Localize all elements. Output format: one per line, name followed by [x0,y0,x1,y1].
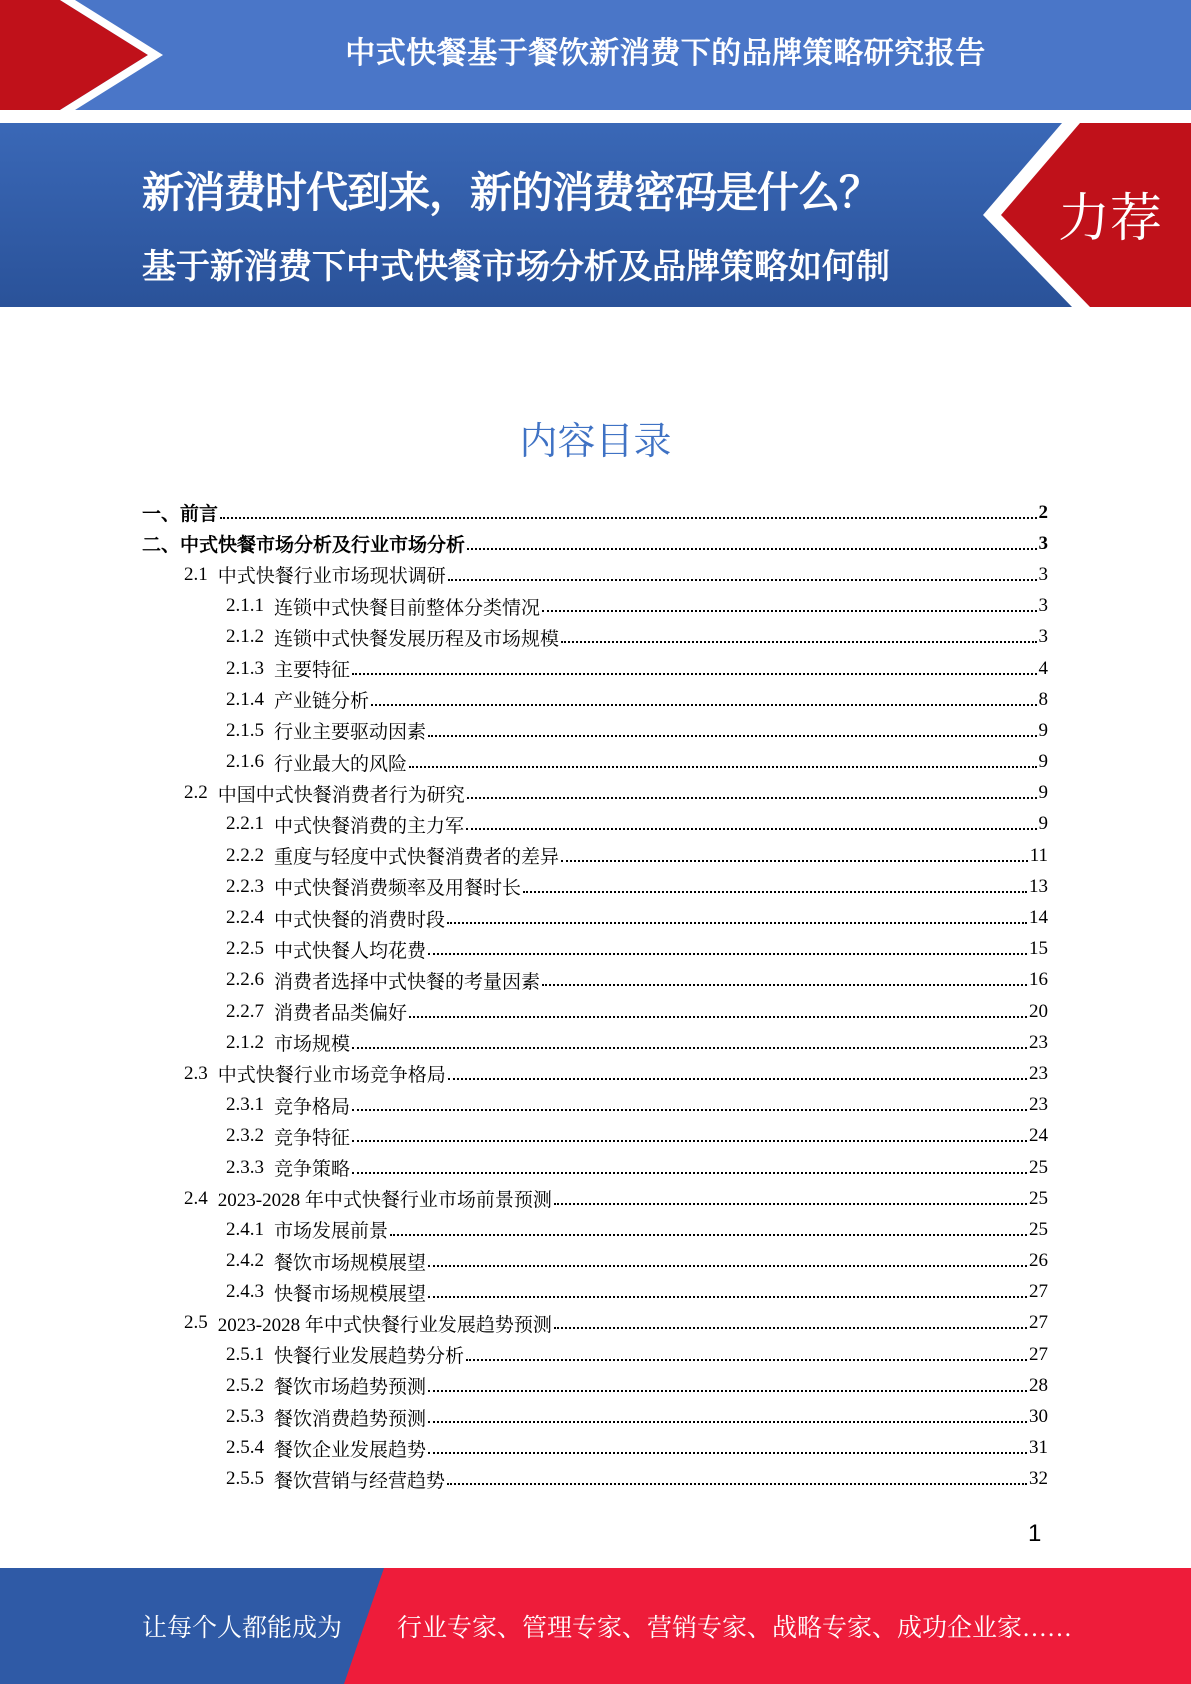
toc-entry-number: 2.1.2 [226,626,264,648]
toc-entry-text: 消费者品类偏好 [274,1003,408,1025]
hero-banner [0,123,1191,353]
toc-entry-text: 餐饮营销与经营趋势 [274,1470,446,1492]
toc-entry[interactable] [142,1183,1048,1214]
toc-entry[interactable] [142,1370,1048,1401]
toc-entry-page: 25 [1029,1156,1048,1178]
toc-entry-number: 2.1.3 [226,657,264,679]
toc-entry-text: 餐饮市场规模展望 [274,1252,427,1274]
toc-entry-page: 9 [1038,751,1048,773]
report-title: 中式快餐基于餐饮新消费下的品牌策略研究报告 [345,36,986,71]
toc-entry-text: 主要特征 [274,660,351,682]
toc-entry[interactable] [142,934,1048,965]
toc-entry-text: 前言 [180,504,219,526]
toc-entry-page: 26 [1029,1250,1048,1272]
toc-entry-number: 2.4.3 [226,1281,264,1303]
toc-entry-number: 2.3 [184,1062,208,1084]
toc-entry-text: 快餐市场规模展望 [274,1283,427,1305]
toc-entry-text: 产业链分析 [274,691,370,713]
toc-dot-leader [352,1172,1027,1174]
toc-entry-page: 9 [1038,719,1048,741]
toc-entry-page: 30 [1029,1406,1048,1428]
toc-entry[interactable] [142,809,1048,840]
toc-entry-page: 16 [1029,969,1048,991]
toc-entry-number: 2.3.3 [226,1156,264,1178]
toc-entry-text: 中式快餐的消费时段 [274,909,446,931]
toc-dot-leader [390,1234,1027,1236]
toc-dot-leader [542,610,1036,612]
toc-entry[interactable] [142,497,1048,528]
toc-dot-leader [428,735,1036,737]
toc-entry-text: 竞争格局 [274,1096,351,1118]
toc-entry-text: 中式快餐消费频率及用餐时长 [274,878,522,900]
toc-dot-leader [428,1296,1027,1298]
toc-dot-leader [428,1421,1027,1423]
table-of-contents [142,497,1048,1495]
toc-entry[interactable] [142,1433,1048,1464]
toc-entry[interactable] [142,1464,1048,1495]
toc-entry-page: 32 [1029,1468,1048,1490]
toc-entry-text: 快餐行业发展趋势分析 [274,1346,465,1368]
toc-entry-page: 20 [1029,1000,1048,1022]
toc-entry-number: 2.1.1 [226,595,264,617]
toc-entry[interactable] [142,653,1048,684]
toc-entry-page: 3 [1038,626,1048,648]
toc-dot-leader [352,1140,1027,1142]
toc-entry-number: 2.4.1 [226,1218,264,1240]
toc-entry-page: 27 [1029,1281,1048,1303]
toc-dot-leader [447,1483,1027,1485]
toc-entry-number: 2.1.4 [226,688,264,710]
toc-dot-leader [542,984,1027,986]
toc-dot-leader [448,1078,1027,1080]
toc-dot-leader [447,922,1027,924]
toc-entry-page: 9 [1038,813,1048,835]
toc-dot-leader [467,797,1037,799]
toc-entry-number: 2.1.5 [226,719,264,741]
toc-entry-page: 23 [1029,1062,1048,1084]
toc-dot-leader [428,1265,1027,1267]
toc-dot-leader [352,1109,1027,1111]
toc-entry-text: 2023-2028 年中式快餐行业发展趋势预测 [217,1314,552,1336]
toc-entry-number: 一、 [142,504,181,526]
toc-dot-leader [428,953,1027,955]
toc-entry[interactable] [142,591,1048,622]
toc-entry-text: 中式快餐行业市场现状调研 [217,566,446,588]
toc-entry-number: 2.5.5 [226,1468,264,1490]
toc-entry-page: 4 [1038,657,1048,679]
footer-slogan-left: 让每个人都能成为 [142,1615,343,1642]
toc-entry-number: 2.3.1 [226,1094,264,1116]
toc-entry[interactable] [142,1339,1048,1370]
toc-entry-number: 2.2 [184,782,208,804]
page-number: 1 [1028,1520,1042,1547]
toc-entry-text: 中式快餐行业市场竞争格局 [217,1065,446,1087]
toc-entry-page: 23 [1029,1094,1048,1116]
toc-entry-text: 餐饮消费趋势预测 [274,1408,427,1430]
toc-entry-number: 2.3.2 [226,1125,264,1147]
toc-entry[interactable] [142,559,1048,590]
toc-entry-text: 中式快餐消费的主力军 [274,815,465,837]
toc-entry-text: 连锁中式快餐发展历程及市场规模 [274,628,560,650]
toc-entry[interactable] [142,1121,1048,1152]
toc-entry-page: 3 [1038,532,1048,554]
toc-dot-leader [466,1359,1027,1361]
toc-dot-leader [561,860,1028,862]
toc-entry-number: 2.2.4 [226,907,264,929]
toc-entry-page: 25 [1029,1187,1048,1209]
toc-entry-number: 2.2.5 [226,938,264,960]
toc-entry-page: 27 [1029,1343,1048,1365]
toc-entry-number: 2.2.2 [226,844,264,866]
toc-entry[interactable] [142,528,1048,559]
banner-headline: 新消费时代到来，新的消费密码是什么？ [142,168,881,217]
toc-dot-leader [523,891,1027,893]
toc-entry-page: 28 [1029,1374,1048,1396]
toc-entry[interactable] [142,1246,1048,1277]
toc-entry-text: 竞争特征 [274,1127,351,1149]
toc-entry[interactable] [142,840,1048,871]
toc-entry-number: 2.2.7 [226,1000,264,1022]
toc-entry-number: 二、 [142,535,181,557]
toc-entry-page: 9 [1038,782,1048,804]
toc-entry-number: 2.2.1 [226,813,264,835]
toc-entry-text: 竞争策略 [274,1159,351,1181]
toc-entry-number: 2.5.1 [226,1343,264,1365]
toc-entry-text: 2023-2028 年中式快餐行业市场前景预测 [217,1190,552,1212]
toc-entry-number: 2.4.2 [226,1250,264,1272]
toc-entry-page: 25 [1029,1218,1048,1240]
toc-entry[interactable] [142,996,1048,1027]
toc-entry[interactable] [142,1152,1048,1183]
toc-dot-leader [428,1390,1027,1392]
banner-subheadline: 基于新消费下中式快餐市场分析及品牌策略如何制定？？？ [142,247,890,353]
toc-entry-text: 市场发展前景 [274,1221,389,1243]
toc-dot-leader [352,1047,1027,1049]
toc-entry-number: 2.5 [184,1312,208,1334]
toc-dot-leader [448,579,1037,581]
toc-dot-leader [466,828,1036,830]
toc-entry-text: 中国中式快餐消费者行为研究 [217,784,465,806]
toc-entry-text: 市场规模 [274,1034,351,1056]
toc-dot-leader [409,1016,1027,1018]
toc-entry-text: 行业主要驱动因素 [274,722,427,744]
toc-dot-leader [554,1327,1027,1329]
toc-entry-page: 23 [1029,1031,1048,1053]
toc-entry-text: 连锁中式快餐目前整体分类情况 [274,597,541,619]
toc-entry-page: 3 [1038,595,1048,617]
toc-entry-text: 行业最大的风险 [274,753,408,775]
top-header-bar [0,0,1191,110]
toc-dot-leader [352,673,1036,675]
toc-entry-number: 2.1.6 [226,751,264,773]
footer-bar [0,1568,1191,1684]
toc-entry[interactable] [142,1308,1048,1339]
toc-entry[interactable] [142,747,1048,778]
toc-entry-text: 餐饮市场趋势预测 [274,1377,427,1399]
toc-entry-number: 2.5.4 [226,1437,264,1459]
toc-entry[interactable] [142,715,1048,746]
toc-entry-page: 3 [1038,563,1048,585]
toc-title: 内容目录 [519,419,672,463]
toc-dot-leader [554,1203,1027,1205]
toc-entry-text: 消费者选择中式快餐的考量因素 [274,971,541,993]
toc-dot-leader [220,517,1036,519]
toc-entry[interactable] [142,778,1048,809]
toc-entry[interactable] [142,1214,1048,1245]
toc-entry[interactable] [142,1058,1048,1089]
toc-dot-leader [428,1452,1027,1454]
toc-entry[interactable] [142,902,1048,933]
toc-entry-number: 2.2.6 [226,969,264,991]
toc-entry-page: 14 [1029,907,1048,929]
toc-entry[interactable] [142,1090,1048,1121]
toc-entry[interactable] [142,622,1048,653]
toc-entry[interactable] [142,1027,1048,1058]
toc-entry-number: 2.4 [184,1187,208,1209]
toc-entry-number: 2.1 [184,563,208,585]
toc-entry-number: 2.1.2 [226,1031,264,1053]
toc-entry[interactable] [142,1401,1048,1432]
toc-entry-number: 2.2.3 [226,875,264,897]
recommend-badge: 力荐 [1058,189,1163,249]
toc-entry[interactable] [142,684,1048,715]
toc-entry-number: 2.5.3 [226,1406,264,1428]
toc-entry[interactable] [142,871,1048,902]
footer-slogan-right: 行业专家、管理专家、营销专家、战略专家、成功企业家…… [397,1615,1073,1642]
toc-dot-leader [409,766,1036,768]
toc-entry-page: 31 [1029,1437,1048,1459]
toc-entry-page: 24 [1029,1125,1048,1147]
toc-entry-page: 27 [1029,1312,1048,1334]
toc-entry-page: 11 [1029,844,1048,866]
toc-entry-text: 中式快餐市场分析及行业市场分析 [180,535,466,557]
toc-entry-text: 重度与轻度中式快餐消费者的差异 [274,847,560,869]
toc-entry-number: 2.5.2 [226,1374,264,1396]
toc-entry-page: 15 [1029,938,1048,960]
toc-entry-page: 8 [1038,688,1048,710]
toc-entry[interactable] [142,1277,1048,1308]
toc-dot-leader [467,548,1036,550]
toc-entry-page: 13 [1029,875,1048,897]
toc-dot-leader [371,704,1036,706]
toc-entry[interactable] [142,965,1048,996]
toc-entry-text: 中式快餐人均花费 [274,940,427,962]
toc-dot-leader [561,641,1036,643]
toc-entry-text: 餐饮企业发展趋势 [274,1439,427,1461]
toc-entry-page: 2 [1038,501,1048,523]
